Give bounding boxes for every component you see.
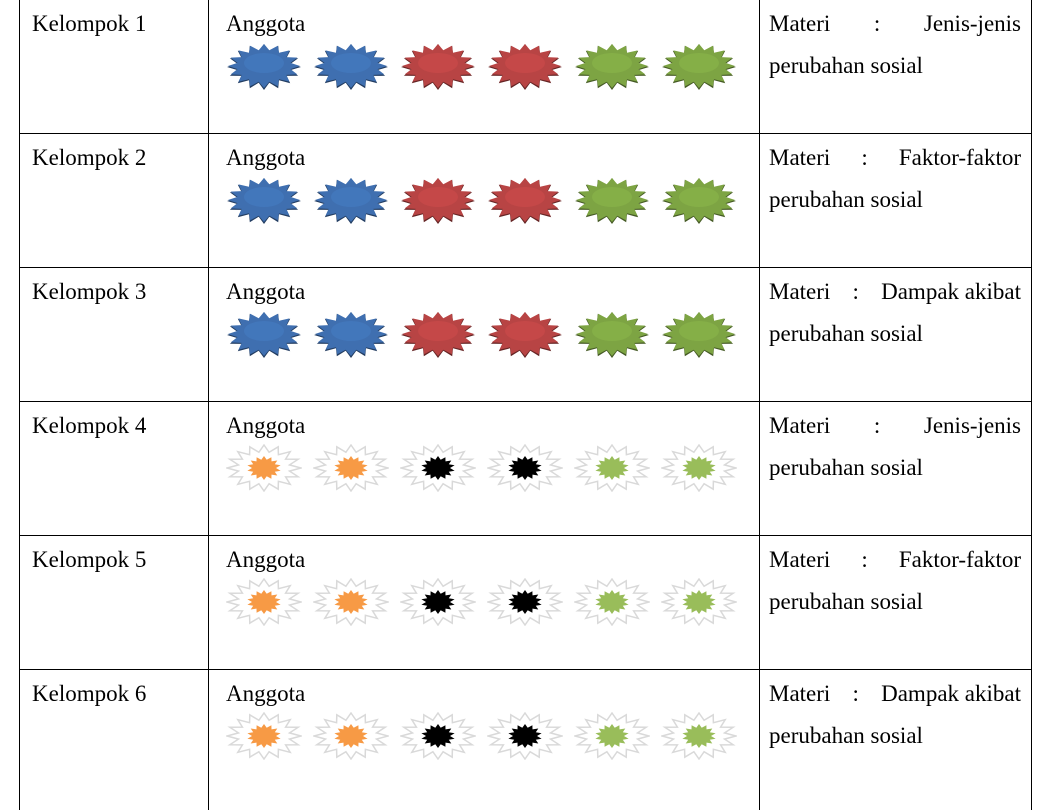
member-stars xyxy=(209,578,759,626)
member-star-icon xyxy=(400,42,476,90)
member-star-icon xyxy=(487,444,563,492)
materi-cell xyxy=(760,268,1032,402)
member-star-icon xyxy=(226,578,302,626)
materi-cell xyxy=(760,536,1032,670)
member-star-icon xyxy=(661,42,737,90)
member-star-icon xyxy=(226,444,302,492)
members-cell xyxy=(209,536,760,670)
materi-line2: perubahan sosial xyxy=(769,321,923,346)
materi-colon: : xyxy=(873,413,881,438)
member-star-icon xyxy=(400,310,476,358)
member-star-icon xyxy=(313,176,389,224)
group-name: Kelompok 6 xyxy=(32,681,147,706)
member-star-icon xyxy=(226,42,302,90)
member-star-icon xyxy=(487,310,563,358)
members-cell xyxy=(209,402,760,536)
member-stars xyxy=(209,712,759,760)
group-name: Kelompok 2 xyxy=(32,145,147,170)
materi-cell xyxy=(760,134,1032,268)
group-name: Kelompok 1 xyxy=(32,11,147,36)
member-stars xyxy=(209,310,759,358)
member-star-icon xyxy=(313,578,389,626)
member-star-icon xyxy=(313,310,389,358)
materi-topic: Faktor-faktor xyxy=(898,145,1021,170)
members-label: Anggota xyxy=(226,145,306,170)
group-name: Kelompok 3 xyxy=(32,279,147,304)
group-name-cell xyxy=(20,268,209,402)
member-star-icon xyxy=(226,712,302,760)
group-name-cell xyxy=(20,134,209,268)
group-row xyxy=(20,402,1032,536)
member-star-icon xyxy=(661,712,737,760)
members-cell xyxy=(209,0,760,134)
materi-colon: : xyxy=(852,681,859,706)
materi-line1 xyxy=(769,8,1021,40)
member-star-icon xyxy=(226,176,302,224)
member-star-icon xyxy=(313,42,389,90)
member-star-icon xyxy=(487,176,563,224)
materi-label: Materi xyxy=(769,145,831,170)
materi-label: Materi xyxy=(769,547,831,572)
members-label: Anggota xyxy=(226,547,306,572)
materi-line2: perubahan sosial xyxy=(769,187,923,212)
member-star-icon xyxy=(661,176,737,224)
member-stars xyxy=(209,42,759,90)
materi-topic: Jenis-jenis xyxy=(923,11,1021,36)
member-star-icon xyxy=(574,578,650,626)
materi-colon: : xyxy=(852,279,859,304)
member-star-icon xyxy=(487,578,563,626)
members-cell xyxy=(209,268,760,402)
materi-label: Materi xyxy=(769,681,831,706)
group-table xyxy=(19,0,1032,810)
members-label: Anggota xyxy=(226,413,306,438)
members-cell xyxy=(209,134,760,268)
materi-line2: perubahan sosial xyxy=(769,589,923,614)
materi-line2: perubahan sosial xyxy=(769,723,923,748)
materi-cell xyxy=(760,670,1032,810)
materi-line1 xyxy=(769,544,1021,576)
member-star-icon xyxy=(574,444,650,492)
materi-topic: Faktor-faktor xyxy=(898,547,1021,572)
group-row xyxy=(20,0,1032,134)
materi-line1 xyxy=(769,410,1021,442)
group-name-cell xyxy=(20,670,209,810)
member-star-icon xyxy=(400,578,476,626)
group-row xyxy=(20,670,1032,810)
materi-cell xyxy=(760,0,1032,134)
group-name-cell xyxy=(20,536,209,670)
members-label: Anggota xyxy=(226,279,306,304)
group-name: Kelompok 5 xyxy=(32,547,147,572)
member-star-icon xyxy=(487,42,563,90)
member-stars xyxy=(209,444,759,492)
member-star-icon xyxy=(574,42,650,90)
materi-label: Materi xyxy=(769,279,831,304)
materi-colon: : xyxy=(873,11,881,36)
member-star-icon xyxy=(313,444,389,492)
group-row xyxy=(20,536,1032,670)
member-star-icon xyxy=(574,176,650,224)
member-star-icon xyxy=(661,310,737,358)
member-stars xyxy=(209,176,759,224)
materi-line2: perubahan sosial xyxy=(769,455,923,480)
materi-line1 xyxy=(769,142,1021,174)
member-star-icon xyxy=(661,578,737,626)
member-star-icon xyxy=(400,444,476,492)
group-name-cell xyxy=(20,402,209,536)
materi-topic: Dampak akibat xyxy=(881,681,1021,706)
materi-line1 xyxy=(769,678,1021,710)
materi-cell xyxy=(760,402,1032,536)
member-star-icon xyxy=(574,712,650,760)
members-cell xyxy=(209,670,760,810)
member-star-icon xyxy=(487,712,563,760)
member-star-icon xyxy=(400,176,476,224)
materi-topic: Dampak akibat xyxy=(881,279,1021,304)
materi-label: Materi xyxy=(769,413,831,438)
materi-line1 xyxy=(769,276,1021,308)
members-label: Anggota xyxy=(226,11,306,36)
group-name-cell xyxy=(20,0,209,134)
group-name: Kelompok 4 xyxy=(32,413,147,438)
materi-colon: : xyxy=(861,145,868,170)
materi-line2: perubahan sosial xyxy=(769,53,923,78)
materi-topic: Jenis-jenis xyxy=(923,413,1021,438)
materi-label: Materi xyxy=(769,11,831,36)
member-star-icon xyxy=(226,310,302,358)
group-row xyxy=(20,134,1032,268)
member-star-icon xyxy=(574,310,650,358)
member-star-icon xyxy=(661,444,737,492)
member-star-icon xyxy=(313,712,389,760)
group-row xyxy=(20,268,1032,402)
members-label: Anggota xyxy=(226,681,306,706)
member-star-icon xyxy=(400,712,476,760)
materi-colon: : xyxy=(861,547,868,572)
